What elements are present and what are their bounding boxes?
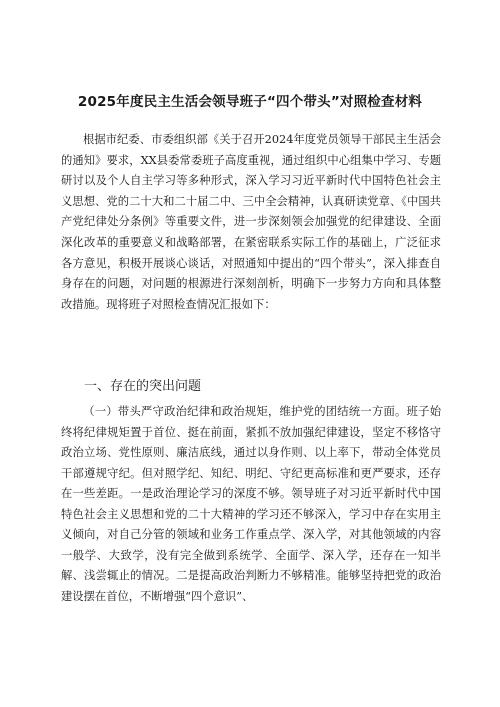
subsection-paragraph bbox=[61, 402, 441, 607]
subsection-body: 班子始终将纪律规矩置于首位、挺在前面，紧抓不放加强纪律建设，坚定不移恪守政治立场、党性原则、廉洁底线，通过以身作则、以上率下，带动全体党员干部遵规守纪。但对照学纪、知纪、明纪、守纪更高标准和更严要求，还存在一些差距。一是政治理论学习的深度不够。领导班子对习近平新时代中国特色社会主义思想和党的二十大精神的学习还不够深入，学习中存在实用主义倾向，对自己分管的领域和业务工作重点学、深入学，对其他领域的内容一般学、大致学，没有完全做到系统学、全面学、深入学，还存在一知半解、浅尝辄止的情况。二是提高政治判断力不够精准。能够坚持把党的政治建设摆在首位，不断增强“四个意识”、 bbox=[61, 405, 441, 603]
document-title: 2025年度民主生活会领导班子“四个带头”对照检查材料 bbox=[77, 94, 423, 110]
subsection-heading: （一）带头严守政治纪律和政治规矩，维护党的团结统一方面。 bbox=[83, 405, 407, 418]
section-heading: 一、存在的突出问题 bbox=[84, 379, 202, 394]
intro-paragraph: 根据市纪委、市委组织部《关于召开2024年度党员领导干部民主生活会的通知》要求，XX县委常委班子高度重视，通过组织中心组集中学习、专题研讨以及个人自主学习等多种形式，深入学习习近平新时代中国特色社会主义思想、党的二十大和二十届二中、三中全会精神，认真研读党章、《中国共产党纪律处分条例》等重要文件，进一步深刻领会加强党的纪律建设、全面深化改革的重要意义和战略部署，在紧密联系实际工作的基础上，广泛征求各方意见，积极开展谈心谈话，对照通知中提出的“四个带头”，深入排查自身存在的问题，对问题的根源进行深刻剖析，明确下一步努力方向和具体整改措施。现将班子对照检查情况汇报如下： bbox=[61, 133, 441, 311]
